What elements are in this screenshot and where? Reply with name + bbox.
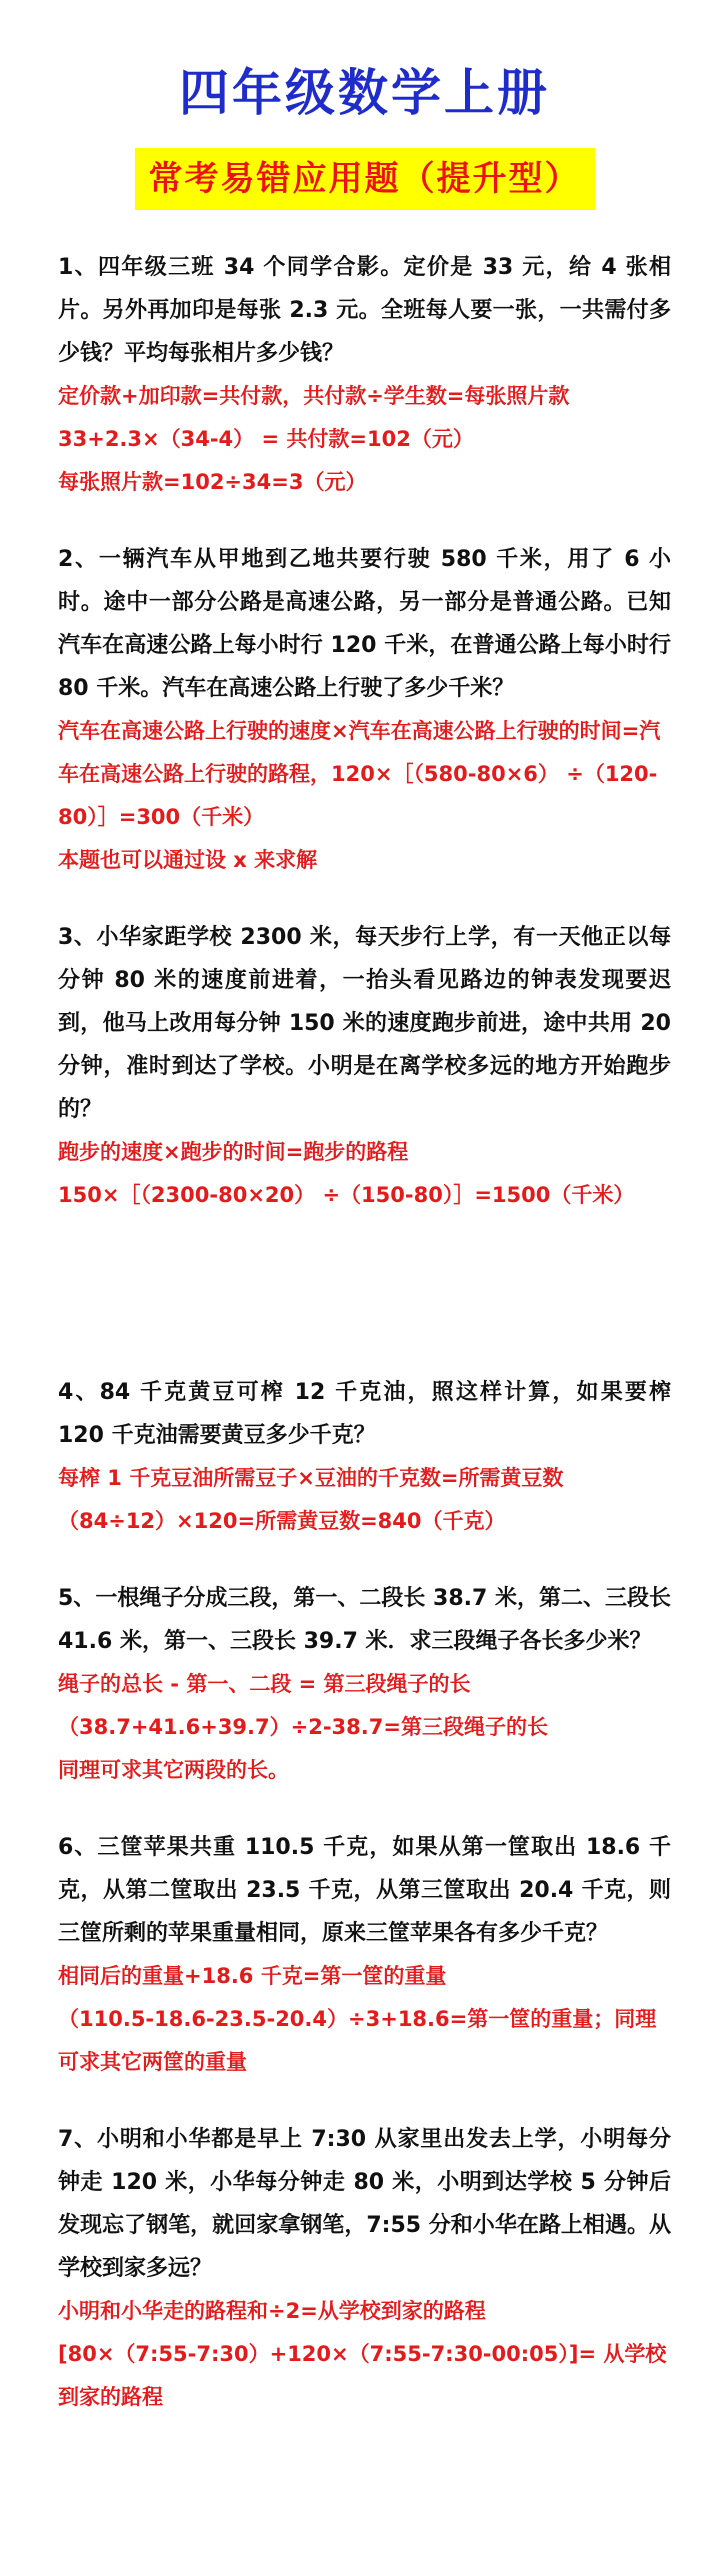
problem-5 (58, 1577, 671, 1792)
page-title: 四年级数学上册 (179, 64, 550, 122)
solution-line: （38.7+41.6+39.7）÷2-38.7=第三段绳子的长 (58, 1715, 548, 1739)
solution-line: 相同后的重量+18.6 千克=第一筐的重量 (58, 1964, 447, 1988)
problem-question: 5、一根绳子分成三段，第一、二段长 38.7 米，第二、三段长 41.6 米，第一、三段长 39.7 米．求三段绳子各长多少米？ (58, 1586, 671, 1654)
solution-line: 绳子的总长 - 第一、二段 = 第三段绳子的长 (58, 1672, 471, 1696)
problem-question: 1、四年级三班 34 个同学合影。定价是 33 元，给 4 张相片。另外再加印是每张 2.3 元。全班每人要一张，一共需付多少钱？平均每张相片多少钱？ (58, 255, 671, 366)
subtitle-banner (58, 148, 671, 210)
problem-2 (58, 538, 671, 882)
problem-question: 7、小明和小华都是早上 7:30 从家里出发去上学，小明每分钟走 120 米，小华每分钟走 80 米，小明到达学校 5 分钟后发现忘了钢笔，就回家拿钢笔，7:55 分和小华在路上相遇。从学校到家多远？ (58, 2127, 671, 2281)
blank-gap (58, 1251, 671, 1371)
problem-7 (58, 2118, 671, 2419)
solution-line: 本题也可以通过设 x 来求解 (58, 848, 318, 872)
solution-line: 小明和小华走的路程和÷2=从学校到家的路程 (58, 2299, 486, 2323)
solution-line: 汽车在高速公路上行驶的速度×汽车在高速公路上行驶的时间=汽车在高速公路上行驶的路程，120×［（580-80×6） ÷（120-80）］=300（千米） (58, 719, 661, 829)
problem-4 (58, 1371, 671, 1543)
solution-line: 150×［（2300-80×20） ÷（150-80）］=1500（千米） (58, 1183, 635, 1207)
solution-line: 每张照片款=102÷34=3（元） (58, 470, 367, 494)
solution-line: [80×（7:55-7:30）+120×（7:55-7:30-00:05）]= 从学校到家的路程 (58, 2342, 667, 2409)
solution-line: （84÷12）×120=所需黄豆数=840（千克） (58, 1509, 506, 1533)
solution-line: 定价款+加印款=共付款，共付款÷学生数=每张照片款 (58, 384, 570, 408)
solution-line: （110.5-18.6-23.5-20.4）÷3+18.6=第一筐的重量；同理可求其它两筐的重量 (58, 2007, 657, 2074)
problem-question: 6、三筐苹果共重 110.5 千克，如果从第一筐取出 18.6 千克，从第二筐取出 23.5 千克，从第三筐取出 20.4 千克，则三筐所剩的苹果重量相同，原来三筐苹果各有多少千克？ (58, 1835, 671, 1946)
page-subtitle: 常考易错应用题（提升型） (135, 148, 595, 210)
problem-1 (58, 246, 671, 504)
problem-3 (58, 916, 671, 1217)
problem-question: 4、84 千克黄豆可榨 12 千克油，照这样计算，如果要榨 120 千克油需要黄豆多少千克？ (58, 1380, 671, 1448)
solution-line: 每榨 1 千克豆油所需豆子×豆油的千克数=所需黄豆数 (58, 1466, 564, 1490)
problem-question: 3、小华家距学校 2300 米，每天步行上学，有一天他正以每分钟 80 米的速度前进着，一抬头看见路边的钟表发现要迟到，他马上改用每分钟 150 米的速度跑步前进，途中共用 20 分钟，准时到达了学校。小明是在离学校多远的地方开始跑步的？ (58, 925, 671, 1122)
problem-6 (58, 1826, 671, 2084)
solution-line: 同理可求其它两段的长。 (58, 1758, 289, 1782)
problem-question: 2、一辆汽车从甲地到乙地共要行驶 580 千米，用了 6 小时。途中一部分公路是高速公路，另一部分是普通公路。已知汽车在高速公路上每小时行 120 千米，在普通公路上每小时行 80 千米。汽车在高速公路上行驶了多少千米？ (58, 547, 671, 701)
solution-line: 跑步的速度×跑步的时间=跑步的路程 (58, 1140, 409, 1164)
solution-line: 33+2.3×（34-4） = 共付款=102（元） (58, 427, 474, 451)
